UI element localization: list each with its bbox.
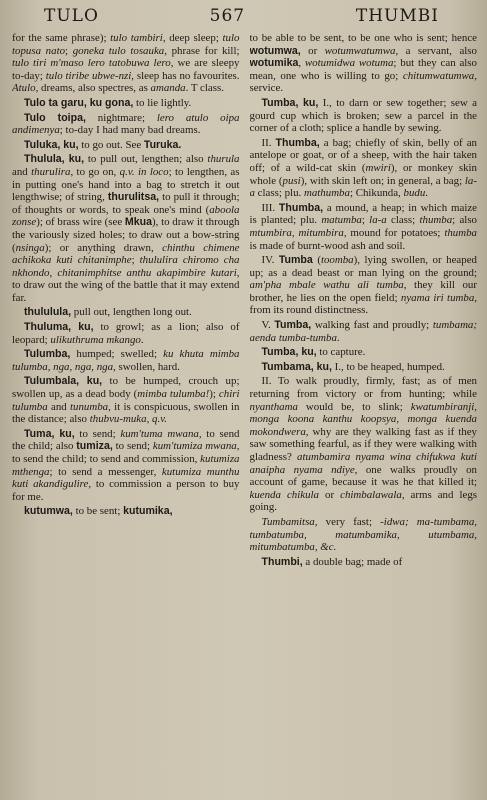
headword: Thumbi, [261, 555, 303, 568]
entry-text: to be sent; [72, 505, 124, 518]
entry-text: ; to lengthen, as in putting one's hand into a bag to stretch it out lengthwise; of string, [12, 165, 240, 204]
italic-text: kuenda chikula [249, 488, 320, 501]
entry-text: ; [65, 44, 73, 57]
dictionary-entry [250, 516, 478, 554]
entry-text: . [425, 187, 429, 200]
headword: Thulula, ku, [24, 153, 85, 166]
headword: Tumba, ku, [261, 96, 319, 109]
italic-text: chiri tulumba [12, 388, 240, 413]
headword: wotumika [249, 57, 299, 70]
italic-text: matumba [321, 214, 362, 227]
entry-text: I., to be heaped, humped. [331, 360, 445, 373]
dictionary-entry [12, 153, 240, 304]
italic-text: kutumiza munthu kuti akandigulire [12, 465, 240, 491]
headword: Tumba, ku, [261, 346, 317, 359]
entry-text: II. [261, 136, 276, 149]
entry-text: a mound, a heap; in which maize is planted; plu. [249, 201, 477, 227]
italic-text: q.v. in loco [119, 165, 169, 178]
italic-text: aboola zonse [12, 203, 240, 229]
entry-text: , dreams, also spectres, as [35, 82, 151, 95]
italic-text: ku khuta mimba tulumba, nga, nga, nga [12, 348, 240, 373]
italic-text: mwiri [365, 161, 391, 174]
dictionary-entry [12, 112, 240, 137]
entry-text: to lie lightly. [133, 96, 192, 109]
italic-text: la-a [369, 214, 387, 227]
entry-text: ; also [452, 214, 477, 227]
entry-text: to pull out, lengthen; also [84, 153, 208, 166]
entry-text: to send; [112, 440, 153, 453]
headword: Tulo ta garu, ku gona, [24, 96, 134, 109]
entry-text: very fast; [317, 515, 381, 528]
entry-text: . [140, 333, 144, 346]
dictionary-entry [250, 97, 478, 135]
entry-text: ; to-day I had many bad dreams. [59, 124, 201, 137]
entry-text: humped; swelled; [70, 348, 164, 361]
italic-text: tulo tiribe ubwe-nzi [45, 69, 132, 82]
italic-text: thumba [419, 214, 453, 227]
entry-text: II. To walk proudly, firmly, fast; as of men returning from victory or from hunting; while [249, 375, 477, 401]
entry-text: I., to darn or sew together; sew a gourd cup which is broken; sew a parcel in the corner of a cloth; splice a handle by sewing. [249, 96, 477, 135]
dictionary-entry [12, 505, 240, 518]
entry-text: or [300, 44, 325, 57]
italic-text: tulo tiri m'maso lero tatobuwa lero [12, 57, 171, 70]
entry-text: ), to draw it through the variously sized holes; to draw out a bow-string ( [12, 216, 240, 254]
italic-text: la-a [249, 174, 477, 200]
italic-text: budu [403, 187, 426, 200]
headword: Thumba, [278, 201, 324, 214]
italic-text: toomba [320, 254, 354, 267]
entry-text: ), lying swollen, or heaped up; as a dead beast or man lying on the ground; [249, 254, 477, 279]
headword: Mkua [124, 216, 152, 229]
italic-text: chimbalawala [340, 488, 402, 501]
dictionary-entry [250, 202, 478, 252]
italic-text: wotumwatumwa [324, 44, 396, 57]
headword: Tumbama, ku, [261, 360, 332, 373]
entry-text: , to commission a person to buy for me. [12, 478, 240, 503]
right-column [250, 32, 478, 796]
entry-text: , deep sleep; [162, 32, 223, 44]
italic-text: chitumwatumwa [402, 69, 475, 82]
italic-text: -idwa; ma-tumbama, tumbatumba, matumbamika, utumbama, mitumbatumba, &c. [249, 515, 477, 554]
entry-text: , they kill our brother, he lies on the open field; [249, 279, 477, 304]
italic-text: tulo tambiri [110, 32, 163, 44]
entry-text: , arms and legs going. [249, 488, 477, 514]
headword: Tulumbala, ku, [24, 375, 103, 388]
entry-text: . [336, 331, 340, 344]
italic-text: kwatumbiranji, monga koona kanthu koopsya, monga kuenda mokondwera [249, 400, 477, 438]
italic-text: tunumba [70, 400, 109, 413]
entry-text: to growl; as a lion; also of leopard; [12, 321, 240, 346]
entry-text: , mound for potatoes; [343, 226, 445, 239]
headword: tumiza, [76, 440, 113, 453]
headword: Thumba, [275, 136, 320, 149]
entry-text: V. [261, 319, 275, 332]
headword: Tuluka, ku, [24, 138, 79, 151]
entry-text: ); or anything drawn, [44, 241, 163, 254]
page-header [12, 6, 477, 32]
italic-text: Tumbamitsa, [261, 515, 318, 528]
dictionary-entry [12, 428, 240, 504]
dictionary-entry [12, 348, 240, 373]
italic-text: mimba tulumba! [137, 388, 210, 401]
italic-text: wotumidwa wotuma [304, 57, 394, 70]
entry-text: ); of brass wire (see [36, 216, 125, 229]
entry-text: ( [312, 254, 321, 267]
dictionary-entry [12, 32, 240, 95]
entry-text: or [319, 488, 341, 501]
italic-text: chinthu chimene achikoka kuti chitanimphe [12, 241, 240, 267]
entry-text: , service. [249, 69, 477, 95]
italic-text: thurulira [31, 165, 71, 178]
entry-text: , to send the child; to send and commission, [12, 440, 240, 465]
entry-text: , a servant, also [395, 44, 477, 57]
italic-text: nyama iri tumba [400, 291, 475, 304]
entry-text: , swollen, hard. [113, 360, 180, 373]
dictionary-entry [12, 97, 240, 110]
entry-text: III. [261, 201, 279, 214]
dictionary-entry [250, 375, 478, 514]
italic-text: am'pha mbale wathu ali tumba [249, 279, 404, 292]
entry-text: ), or monkey skin whole ( [249, 161, 477, 187]
italic-text: thumba [444, 226, 477, 239]
entry-text: and [47, 400, 70, 413]
dictionary-entry [12, 321, 240, 346]
entry-text: , to draw out the wing of the battle that it may extend far. [12, 266, 240, 304]
italic-text: mtumbira, mitumbira [249, 226, 344, 239]
entry-text: nightmare; [85, 111, 157, 124]
italic-text: kutumiza mthenga [12, 453, 240, 478]
headword: Thuluma, ku, [24, 321, 94, 334]
entry-text: and [12, 165, 32, 178]
italic-text: amanda [150, 82, 186, 95]
entry-text: to be humped, crouch up; swollen up, as a dead body ( [12, 375, 240, 401]
dictionary-entry [250, 556, 478, 569]
entry-text: , to go on, [70, 165, 120, 178]
dictionary-entry [250, 137, 478, 200]
italic-text: tumbama; aenda tumba-tumba [249, 319, 477, 344]
entry-text: , it is conspicuous, swollen in the distance; also [12, 400, 240, 426]
entry-text: walking fast and proudly; [311, 319, 433, 332]
headword: Tuma, ku, [24, 427, 75, 440]
entry-text: IV. [261, 254, 279, 267]
italic-text: Atulo [12, 82, 36, 95]
dictionary-entry [12, 306, 240, 319]
headword: wotumwa, [249, 44, 301, 57]
entry-text: is made of burnt-wood ash and soil. [249, 239, 406, 252]
entry-text: for the same phrase); [12, 32, 111, 44]
italic-text: tulo topusa nato [12, 32, 240, 57]
running-head-left: TULO [44, 6, 99, 26]
italic-text: nyanthama [249, 400, 298, 413]
entry-text: ; but they can also mean, one who is willing to go; [249, 57, 477, 82]
entry-text: would be, to slink; [297, 400, 411, 413]
entry-text: to be able to be sent, to be one who is sent; hence [249, 32, 477, 44]
entry-text: , one walks proudly on account of game, because it was he that killed it; [249, 463, 477, 489]
entry-text: to go out. See [78, 138, 144, 151]
dictionary-entry [12, 375, 240, 425]
page-number: 567 [209, 6, 246, 26]
headword: Tumba, [274, 319, 312, 332]
entry-text: to capture. [316, 346, 366, 359]
entry-text: a bag; chiefly of skin, belly of an antelope or goat, or of a sheep, with the hair taken off; of a wild-cat skin ( [249, 136, 477, 174]
italic-text: nsinga [15, 241, 45, 254]
entry-text: , from its round distinctness. [249, 291, 477, 317]
italic-text: thurula [207, 153, 240, 166]
entry-text: ); [209, 388, 219, 401]
headword: Tumba [278, 254, 313, 267]
entry-text: ; to send a messenger, [49, 465, 162, 478]
italic-text: lero atulo oipa andimenya [12, 111, 240, 137]
italic-text: pusi [282, 174, 301, 187]
italic-text: thululira chiromo cha nkhondo, chitanimphitse anthu akapimbire kutari [12, 254, 240, 279]
dictionary-entry [250, 319, 478, 344]
dictionary-entry [250, 361, 478, 374]
italic-text: atumbamira nyama wina chifukwa kuti anaipha nyama ndiye [249, 451, 477, 476]
entry-text: pull out, lengthen long out. [71, 306, 192, 319]
dictionary-entry [250, 254, 478, 317]
dictionary-entry [250, 346, 478, 359]
running-head-right: THUMBI [355, 6, 439, 26]
entry-text: ; [361, 214, 370, 227]
headword: thurulitsa, [107, 191, 160, 204]
entry-text: , sleep has no favourites. [131, 69, 240, 82]
entry-text: , [298, 57, 305, 70]
dictionary-entry [250, 32, 478, 95]
headword: Tulo toipa, [24, 111, 86, 124]
text-columns [12, 32, 477, 796]
entry-text: , phrase for kill; [164, 44, 240, 57]
headword: thululula, [24, 306, 72, 319]
entry-text: ), with skin left on; in general, a bag; [300, 174, 465, 187]
entry-text: . T class. [185, 82, 224, 95]
italic-text: kum'tuma mwana [120, 427, 199, 440]
entry-text: , we are sleepy to-day; [12, 57, 240, 82]
italic-text: ulikuthruma mkango [50, 333, 141, 346]
entry-text: class; plu. [254, 187, 304, 200]
italic-text: goneka tulo tosauka [72, 44, 165, 57]
headword: Tulumba, [24, 348, 71, 361]
italic-text: kum'tumiza mwana [152, 440, 237, 453]
entry-text: ; [131, 254, 140, 267]
entry-text: , why are they walking fast as if they saw something fearful, as if they were walking with gladness? [249, 425, 477, 463]
entry-text: , to send the child; also [12, 427, 240, 453]
entry-text: ; Chikunda, [349, 187, 404, 200]
italic-text: thubvu-muka, q.v. [89, 413, 167, 426]
entry-text: class; [386, 214, 420, 227]
entry-text: a double bag; made of [302, 555, 403, 568]
headword: kutumika, [123, 505, 173, 518]
entry-text: to send; [74, 427, 121, 440]
dictionary-entry [12, 139, 240, 152]
italic-text: mathumba [303, 187, 350, 200]
headword: kutumwa, [24, 505, 73, 518]
headword: Turuka. [143, 138, 182, 151]
left-column [12, 32, 240, 796]
entry-text: to pull it through; of thoughts or words, to speak one's mind ( [12, 191, 240, 216]
